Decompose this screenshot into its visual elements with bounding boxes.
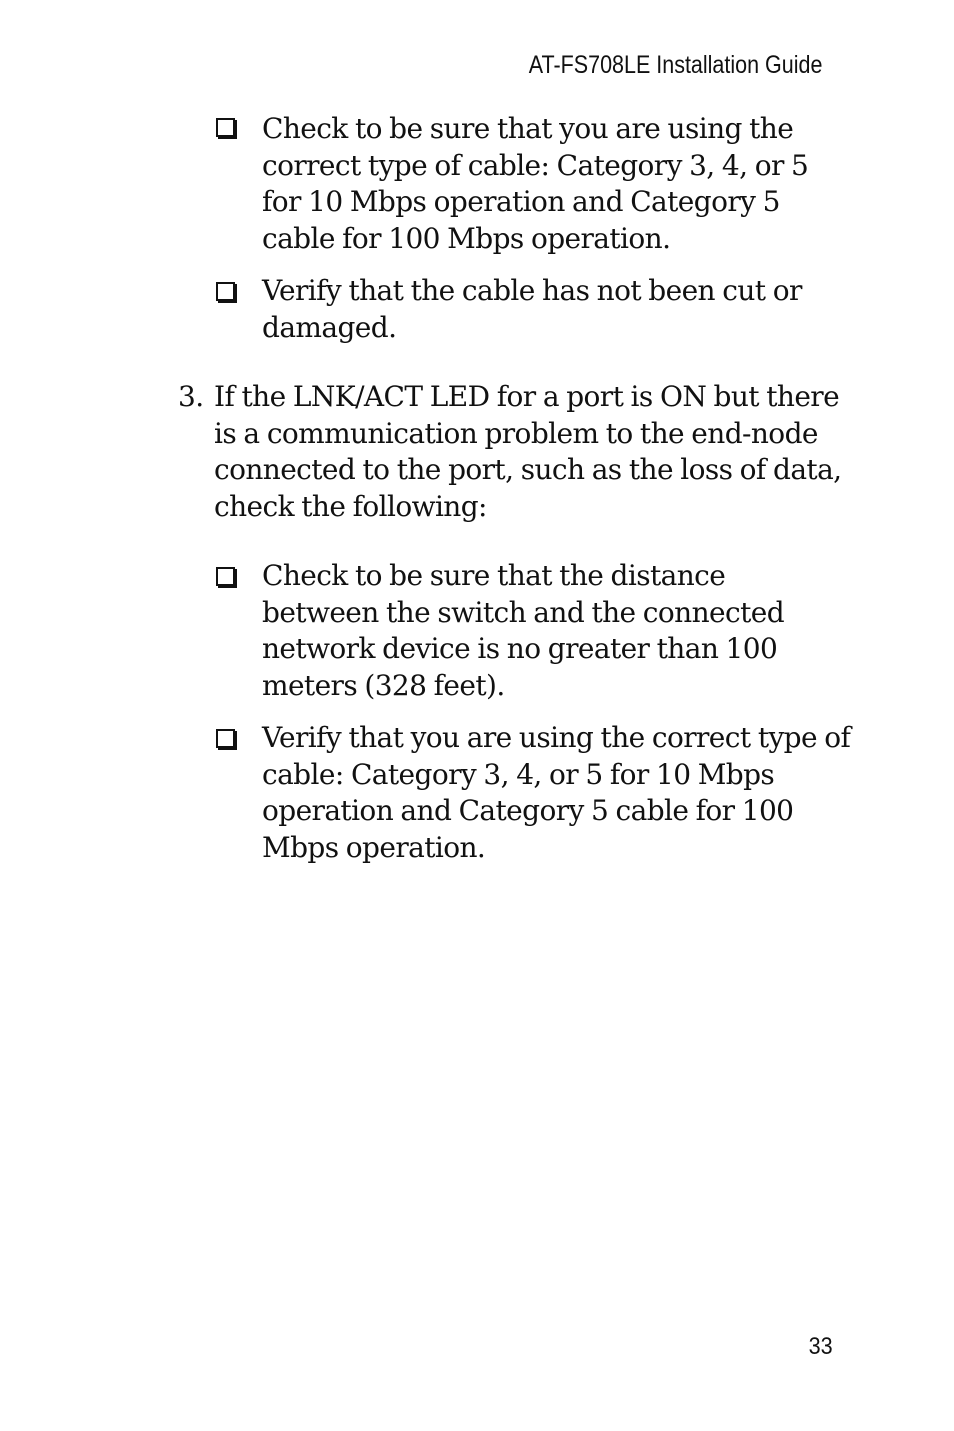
checklist-item: Verify that the cable has not been cut or damaged. (262, 274, 802, 344)
running-header: AT-FS708LE Installation Guide (528, 51, 822, 79)
checkbox-icon (216, 118, 235, 137)
step-number: 3. (178, 380, 204, 413)
checklist-item: Verify that you are using the correct type of cable: Category 3, 4, or 5 for 10 Mbps operation and Category 5 cable for 100 Mbps operation. (262, 721, 851, 864)
page-number: 33 (808, 1333, 833, 1360)
checkbox-icon (216, 567, 235, 586)
step-text: If the LNK/ACT LED for a port is ON but there is a communication problem to the end-node connected to the port, such as the loss of data, check the following: (214, 380, 842, 523)
checkbox-icon (216, 729, 235, 748)
checklist-item: Check to be sure that you are using the correct type of cable: Category 3, 4, or 5 for 10 Mbps operation and Category 5 cable for 100 Mbps operation. (262, 112, 809, 255)
checkbox-icon (216, 282, 235, 301)
checklist-item: Check to be sure that the distance between the switch and the connected network device is no greater than 100 meters (328 feet). (262, 559, 785, 702)
